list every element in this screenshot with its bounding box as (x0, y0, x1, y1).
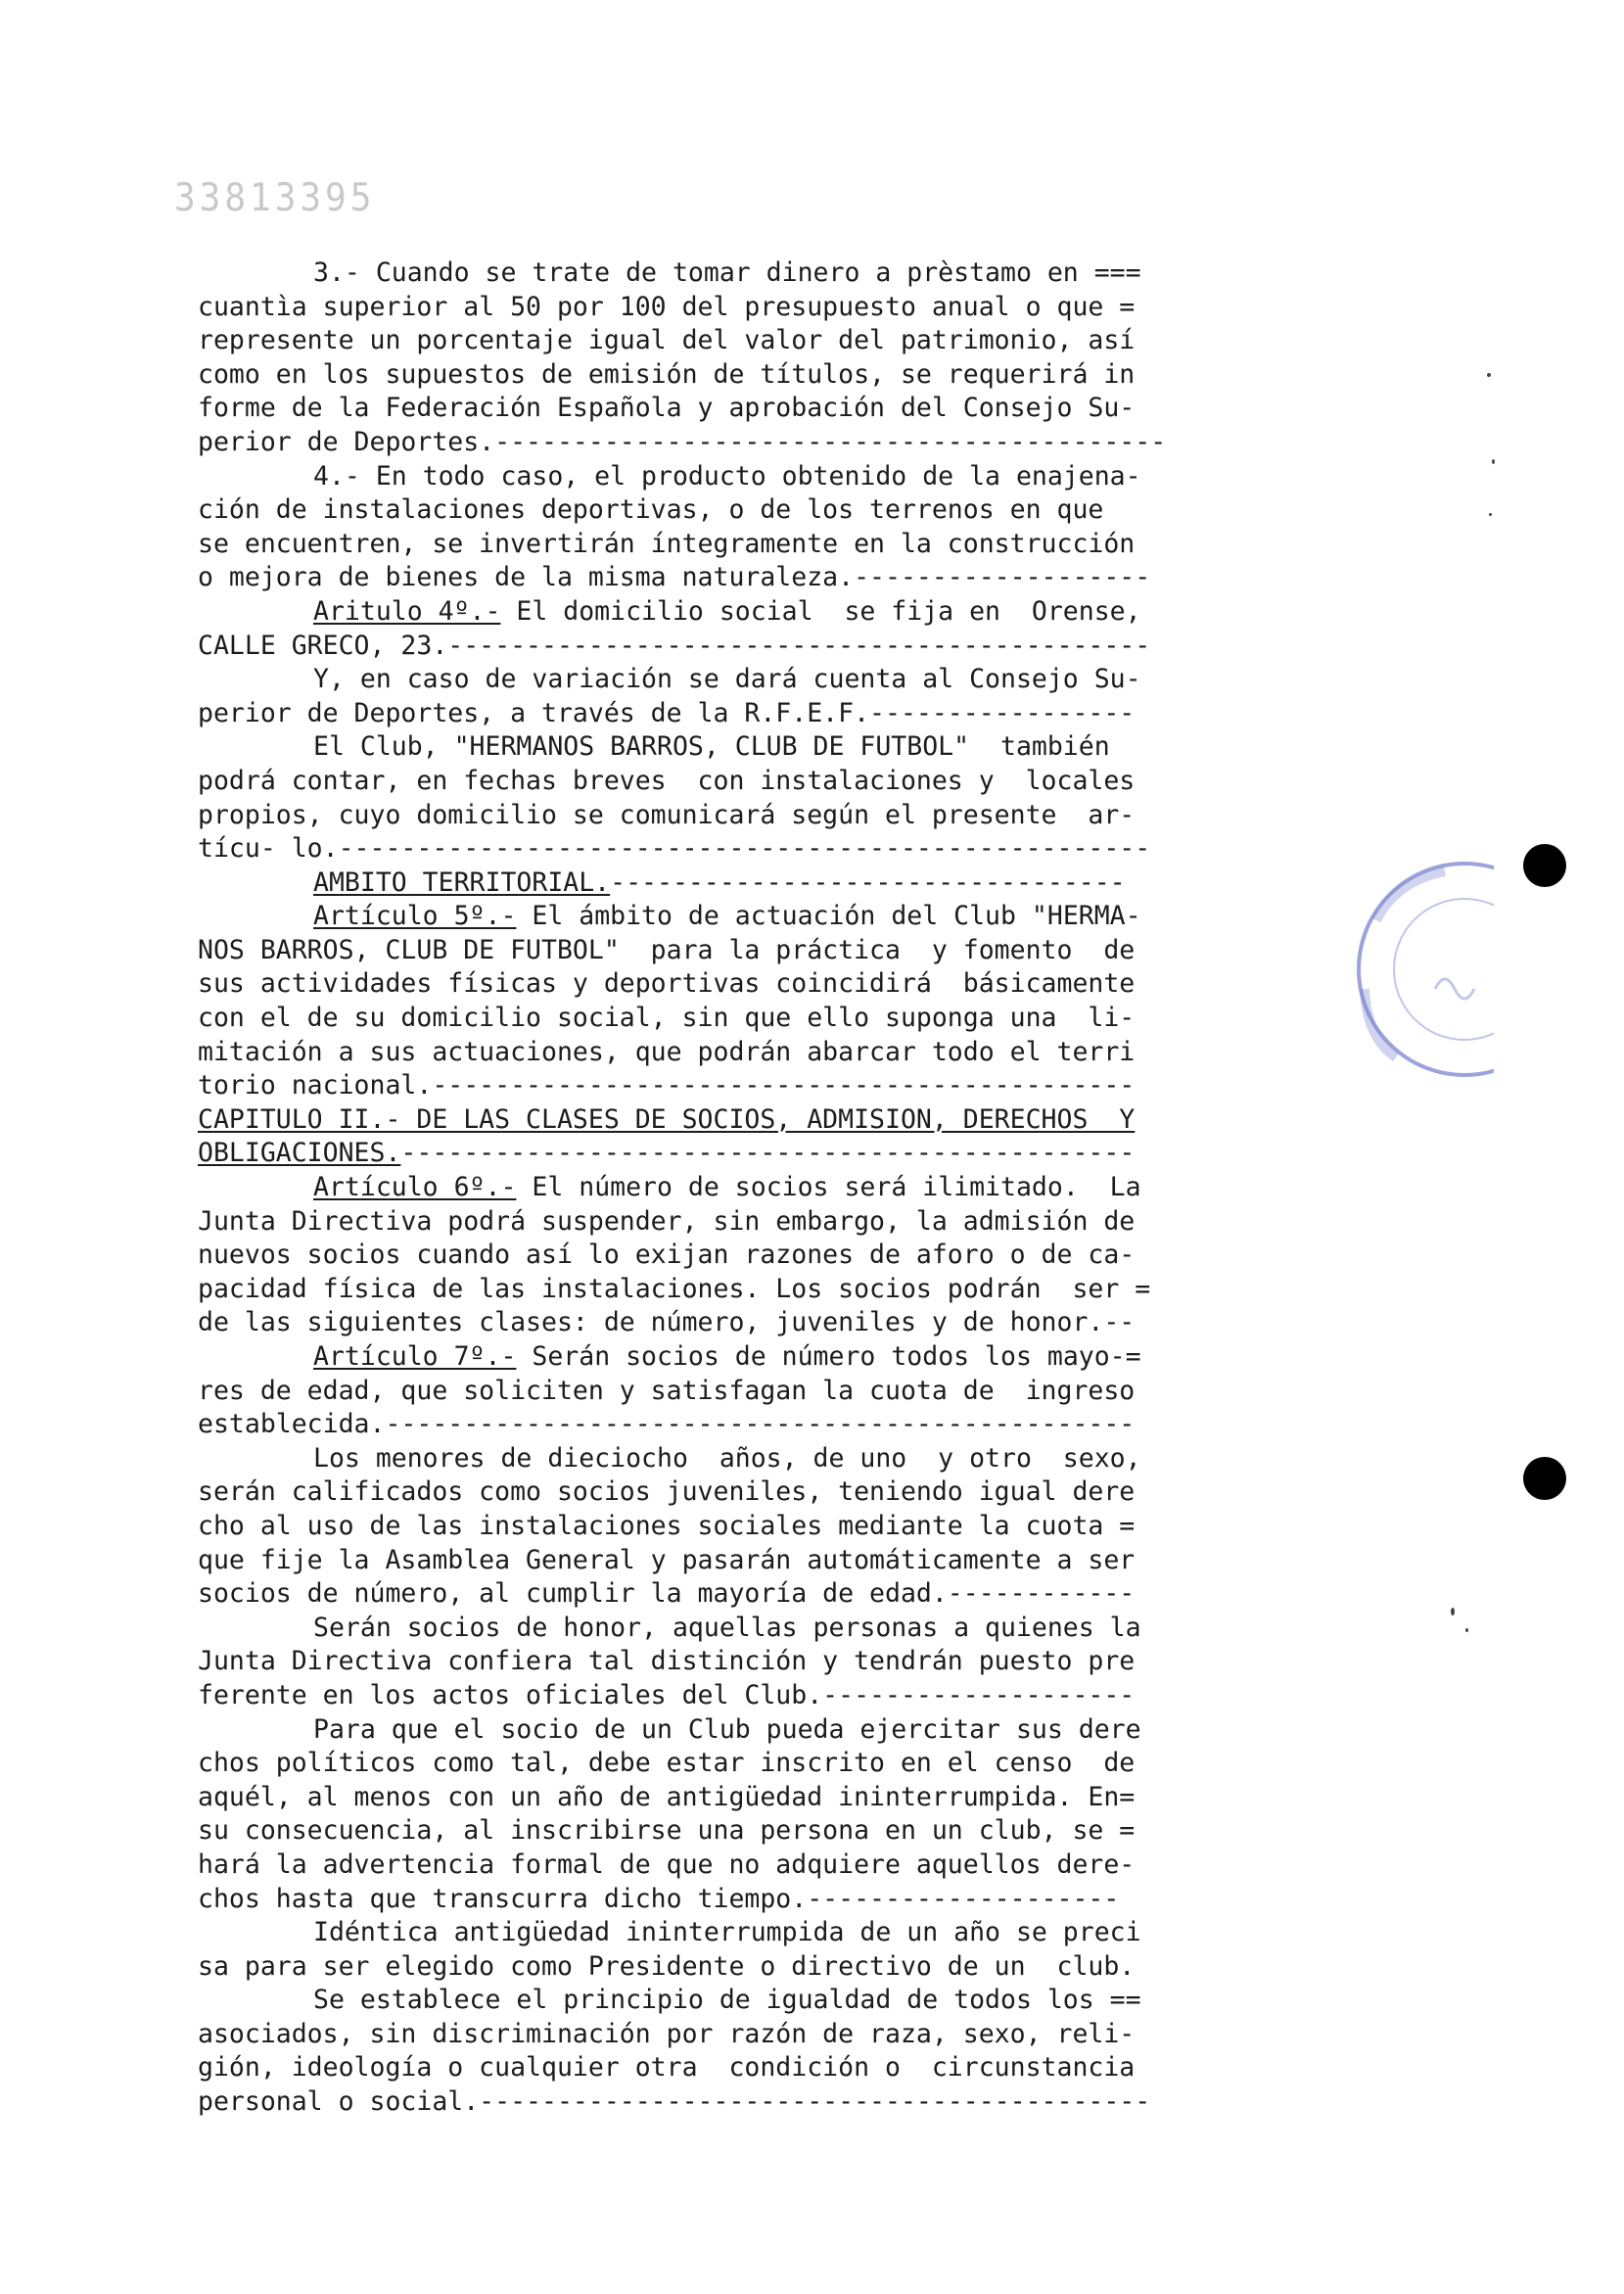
text-line (198, 1171, 1186, 1205)
text-line (198, 257, 1186, 291)
text-line (198, 561, 1186, 595)
text-line (198, 934, 1186, 968)
text-segment: que fije la Asamblea General y pasarán automáticamente a ser (198, 1544, 1136, 1575)
underlined-heading: CAPITULO II.- DE LAS CLASES DE SOCIOS, ADMISION, DERECHOS Y (198, 1103, 1136, 1135)
text-segment: sus actividades físicas y deportivas coincidirá básicamente (198, 968, 1136, 1000)
text-segment: podrá contar, en fechas breves con instalaciones y locales (198, 765, 1136, 796)
text-line (198, 324, 1186, 358)
text-line (198, 1645, 1186, 1679)
text-line (198, 1442, 1186, 1476)
text-line (198, 1205, 1186, 1240)
text-segment: tícu- lo.---------------------------------------------------- (198, 833, 1151, 865)
text-line (198, 765, 1186, 799)
text-line (198, 799, 1186, 833)
text-segment: serán calificados como socios juveniles, teniendo igual dere (198, 1476, 1136, 1508)
text-line (198, 900, 1186, 934)
text-segment: nuevos socios cuando así lo exijan razones de aforo o de ca- (198, 1240, 1136, 1271)
text-line (198, 1306, 1186, 1340)
text-line (198, 1883, 1186, 1917)
text-segment: forme de la Federación Española y aprobación del Consejo Su- (198, 393, 1136, 424)
text-segment: su consecuencia, al inscribirse una persona en un club, se = (198, 1815, 1136, 1847)
text-line (198, 2018, 1186, 2052)
underlined-heading: Artículo 7º.- (313, 1341, 517, 1372)
text-segment: mitación a sus actuaciones, que podrán abarcar todo el terri (198, 1036, 1136, 1067)
text-line (198, 2085, 1186, 2120)
text-segment: torio nacional.--------------------------------------------- (198, 1070, 1136, 1101)
text-segment: 3.- Cuando se trate de tomar dinero a prèstamo en === (313, 257, 1141, 288)
text-segment: hará la advertencia formal de que no adquiere aquellos dere- (198, 1849, 1136, 1880)
text-line (198, 1984, 1186, 2018)
text-segment: ferente en los actos oficiales del Club.-------------------- (198, 1679, 1136, 1710)
punch-hole (1523, 1457, 1566, 1500)
text-line (198, 392, 1186, 426)
underlined-heading: OBLIGACIONES. (198, 1138, 401, 1169)
text-segment: chos políticos como tal, debe estar inscrito en el censo de (198, 1748, 1136, 1779)
text-line (198, 1747, 1186, 1781)
text-line (198, 1340, 1186, 1375)
faint-serial-number: 33813395 (174, 175, 376, 221)
underlined-heading: Artículo 5º.- (313, 901, 517, 932)
text-segment: propios, cuyo domicilio se comunicará según el presente ar- (198, 799, 1136, 830)
text-line (198, 426, 1186, 460)
document-text (198, 257, 1186, 2120)
text-segment: de las siguientes clases: de número, juveniles y de honor.-- (198, 1307, 1136, 1338)
text-line (198, 1781, 1186, 1815)
text-segment: sa para ser elegido como Presidente o directivo de un club. (198, 1950, 1136, 1982)
text-segment: represente un porcentaje igual del valor del patrimonio, así (198, 325, 1136, 356)
text-segment: Junta Directiva podrá suspender, sin embargo, la admisión de (198, 1205, 1136, 1237)
text-segment: personal o social.------------------------------------------- (198, 2086, 1151, 2118)
text-segment: establecida.------------------------------------------------ (198, 1409, 1136, 1440)
notary-stamp (1318, 862, 1494, 1155)
text-line (198, 1544, 1186, 1578)
text-line (198, 1036, 1186, 1070)
underlined-heading: Aritulo 4º.- (313, 595, 501, 627)
text-line (198, 1002, 1186, 1036)
text-line (198, 358, 1186, 393)
text-segment: cuantìa superior al 50 por 100 del presupuesto anual o que = (198, 291, 1136, 322)
text-line (198, 1510, 1186, 1544)
text-segment: cho al uso de las instalaciones sociales mediante la cuota = (198, 1510, 1136, 1541)
text-line (198, 1713, 1186, 1748)
text-segment: Idéntica antigüedad ininterrumpida de un año se preci (313, 1917, 1141, 1948)
text-segment: se encuentren, se invertirán íntegramente en la construcción (198, 528, 1136, 559)
text-line (198, 1814, 1186, 1849)
text-segment: asociados, sin discriminación por razón de raza, sexo, reli- (198, 2018, 1136, 2049)
text-segment: Junta Directiva confiera tal distinción y tendrán puesto pre (198, 1646, 1136, 1677)
text-segment: gión, ideología o cualquier otra condición o circunstancia (198, 2052, 1136, 2083)
text-segment: --------------------------------- (610, 866, 1126, 898)
text-line (198, 1916, 1186, 1950)
text-segment: El Club, "HERMANOS BARROS, CLUB DE FUTBOL" también (313, 731, 1110, 763)
text-line (198, 1475, 1186, 1510)
text-segment: Para que el socio de un Club pueda ejercitar sus dere (313, 1713, 1141, 1745)
text-line (198, 1849, 1186, 1883)
text-segment: con el de su domicilio social, sin que ello suponga una li- (198, 1003, 1136, 1034)
text-segment: res de edad, que soliciten y satisfagan la cuota de ingreso (198, 1375, 1136, 1406)
text-segment: aquél, al menos con un año de antigüedad ininterrumpida. En= (198, 1781, 1136, 1812)
text-line (198, 2051, 1186, 2085)
text-line (198, 663, 1186, 697)
text-segment: chos hasta que transcurra dicho tiempo.-------------------- (198, 1883, 1120, 1914)
text-line (198, 493, 1186, 528)
notary-stamp-graphic (1318, 862, 1494, 1155)
text-line (198, 1408, 1186, 1442)
text-segment: El número de socios será ilimitado. La (516, 1172, 1141, 1203)
text-line (198, 1375, 1186, 1409)
text-line (198, 1273, 1186, 1307)
text-segment: Se establece el principio de igualdad de todos los == (313, 1985, 1141, 2016)
text-segment: o mejora de bienes de la misma naturaleza.------------------- (198, 562, 1151, 593)
text-segment: Los menores de dieciocho años, de uno y otro sexo, (313, 1442, 1141, 1474)
text-segment: ----------------------------------------------- (400, 1138, 1136, 1169)
text-line (198, 1103, 1186, 1138)
text-line (198, 1069, 1186, 1103)
punch-hole (1523, 844, 1566, 887)
text-line (198, 967, 1186, 1002)
text-line (198, 1577, 1186, 1612)
text-line (198, 730, 1186, 765)
text-line (198, 1612, 1186, 1646)
text-line (198, 595, 1186, 630)
underlined-heading: AMBITO TERRITORIAL. (313, 866, 611, 898)
text-line (198, 1950, 1186, 1985)
text-line (198, 630, 1186, 664)
text-segment: CALLE GRECO, 23.--------------------------------------------- (198, 630, 1151, 661)
text-segment: perior de Deportes.------------------------------------------- (198, 426, 1167, 457)
text-line (198, 460, 1186, 494)
text-segment: perior de Deportes, a través de la R.F.E.F.----------------- (198, 697, 1136, 728)
text-line (198, 1137, 1186, 1171)
text-segment: Serán socios de número todos los mayo-= (516, 1341, 1141, 1372)
text-line (198, 291, 1186, 325)
text-segment: El ámbito de actuación del Club "HERMA- (516, 901, 1141, 932)
text-line (198, 832, 1186, 866)
text-line (198, 866, 1186, 901)
text-segment: pacidad física de las instalaciones. Los socios podrán ser = (198, 1273, 1151, 1304)
text-segment: socios de número, al cumplir la mayoría de edad.------------ (198, 1578, 1136, 1610)
text-line (198, 1679, 1186, 1713)
text-segment: Serán socios de honor, aquellas personas a quienes la (313, 1612, 1141, 1643)
text-segment: 4.- En todo caso, el producto obtenido de la enajena- (313, 460, 1141, 492)
text-line (198, 1239, 1186, 1273)
text-line (198, 697, 1186, 731)
text-segment: Y, en caso de variación se dará cuenta al Consejo Su- (313, 664, 1141, 695)
underlined-heading: Artículo 6º.- (313, 1172, 517, 1203)
text-segment: ción de instalaciones deportivas, o de los terrenos en que (198, 494, 1104, 526)
text-line (198, 528, 1186, 562)
text-segment: El domicilio social se fija en Orense, (500, 595, 1141, 627)
text-segment: como en los supuestos de emisión de títulos, se requerirá in (198, 358, 1136, 390)
text-segment: NOS BARROS, CLUB DE FUTBOL" para la práctica y fomento de (198, 934, 1136, 965)
